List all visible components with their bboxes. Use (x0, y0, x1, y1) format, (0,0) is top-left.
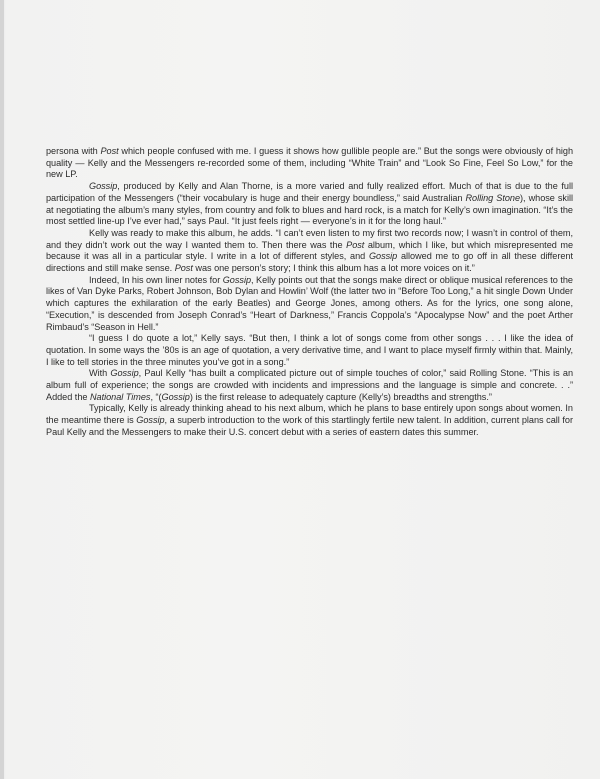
article-paragraph (46, 403, 573, 438)
italic-title: Gossip (110, 368, 139, 379)
text-run: Indeed, In his own liner notes for (89, 274, 223, 285)
italic-title: Post (174, 263, 193, 274)
text-run: , Kelly points out that the songs make direct or oblique musical references to the likes of Van Dyke Parks, Robert Johnson, Bob Dylan and Howlin’ Wolf (the latter two in “Before Too Long,” a hit single Down Under which captures the exhilaration of the early Beatles) and George Jones, among others. As for the lyrics, one song alone, “Execution,” is descended from Joseph Conrad’s “Heart of Darkness,” Francis Coppola’s “Apocalypse Now” and the poet Arther Rimbaud’s “Season in Hell.” (46, 274, 573, 332)
italic-title: National Times (89, 391, 151, 402)
text-run: Kelly was ready to make this album, he adds. “I can’t even listen to my first two records now; I wasn’t in control of them, and they didn’t work out the way I wanted them to. Then there was the (46, 227, 573, 250)
article-paragraph (46, 181, 573, 228)
italic-title: Post (100, 146, 119, 156)
article-paragraph (46, 275, 573, 334)
italic-title: Post (346, 239, 365, 250)
text-run: ), whose skill at negotiating the album’s many styles, from country and folk to blues and hard rock, is a match for Kelly’s own imagination. “It’s the most settled line-up I’ve ever had,” says Paul. “It just feels right — everyone’s in it for the long haul.” (46, 192, 573, 227)
page-binding-edge (0, 0, 4, 779)
text-run: , Paul Kelly “has built a complicated picture out of simple touches of color,” said Rolling Stone. “This is an album full of experience; the songs are crowded with incidents and impressions and the language is simple and concrete. . .” Added the (46, 368, 573, 402)
text-run: persona with (46, 146, 101, 156)
italic-title: Gossip (161, 391, 190, 402)
text-run: Typically, Kelly is already thinking ahead to his next album, which he plans to base entirely upon songs about women. In the meantime there is (46, 403, 573, 426)
article-body (46, 146, 573, 439)
italic-title: Gossip (89, 181, 118, 192)
article-paragraph (46, 146, 573, 181)
italic-title: Rolling Stone (465, 192, 521, 203)
text-run: “I guess I do quote a lot,” Kelly says. “But then, I think a lot of songs come from other songs . . . I like the idea of quotation. In some ways the ’80s is an age of quotation, a very derivative time, and I want to place myself firmly within that. Mainly, I like to tell stories in the three minutes you’ve got in a song.” (46, 333, 573, 367)
italic-title: Gossip (368, 251, 398, 262)
article-paragraph (46, 333, 573, 368)
italic-title: Gossip (136, 415, 165, 426)
text-run: allowed me to go off in all these different directions and still make sense. (46, 251, 573, 274)
article-paragraph (46, 228, 573, 275)
text-run: ) is the first release to adequately capture (Kelly’s) breadths and strengths.” (189, 391, 492, 402)
text-run: , “( (150, 391, 162, 402)
text-run: which people confused with me. I guess it shows how gullible people are.” But the songs were obviously of high quality — Kelly and the Messengers re-recorded some of them, including “White Train” and “Look So Fine, Feel So Low,” for the new LP. (46, 146, 574, 180)
article-paragraph (46, 368, 573, 403)
text-run: With (89, 368, 111, 379)
text-run: , produced by Kelly and Alan Thorne, is a more varied and fully realized effort. Much of that is due to the full participation of the Messengers (“their vocabulary is huge and their energy boundless,” said Australian (46, 181, 573, 203)
text-run: was one person’s story; I think this album has a lot more voices on it.” (192, 263, 475, 274)
text-run: album, which I like, but which misrepresented me because it was all in a particular style. I write in a lot of different styles, and (46, 239, 573, 262)
text-run: , a superb introduction to the work of this startlingly fertile new talent. In addition, current plans call for Paul Kelly and the Messengers to make their U.S. concert debut with a series of eastern dates this summer. (46, 415, 574, 437)
italic-title: Gossip (222, 274, 252, 285)
